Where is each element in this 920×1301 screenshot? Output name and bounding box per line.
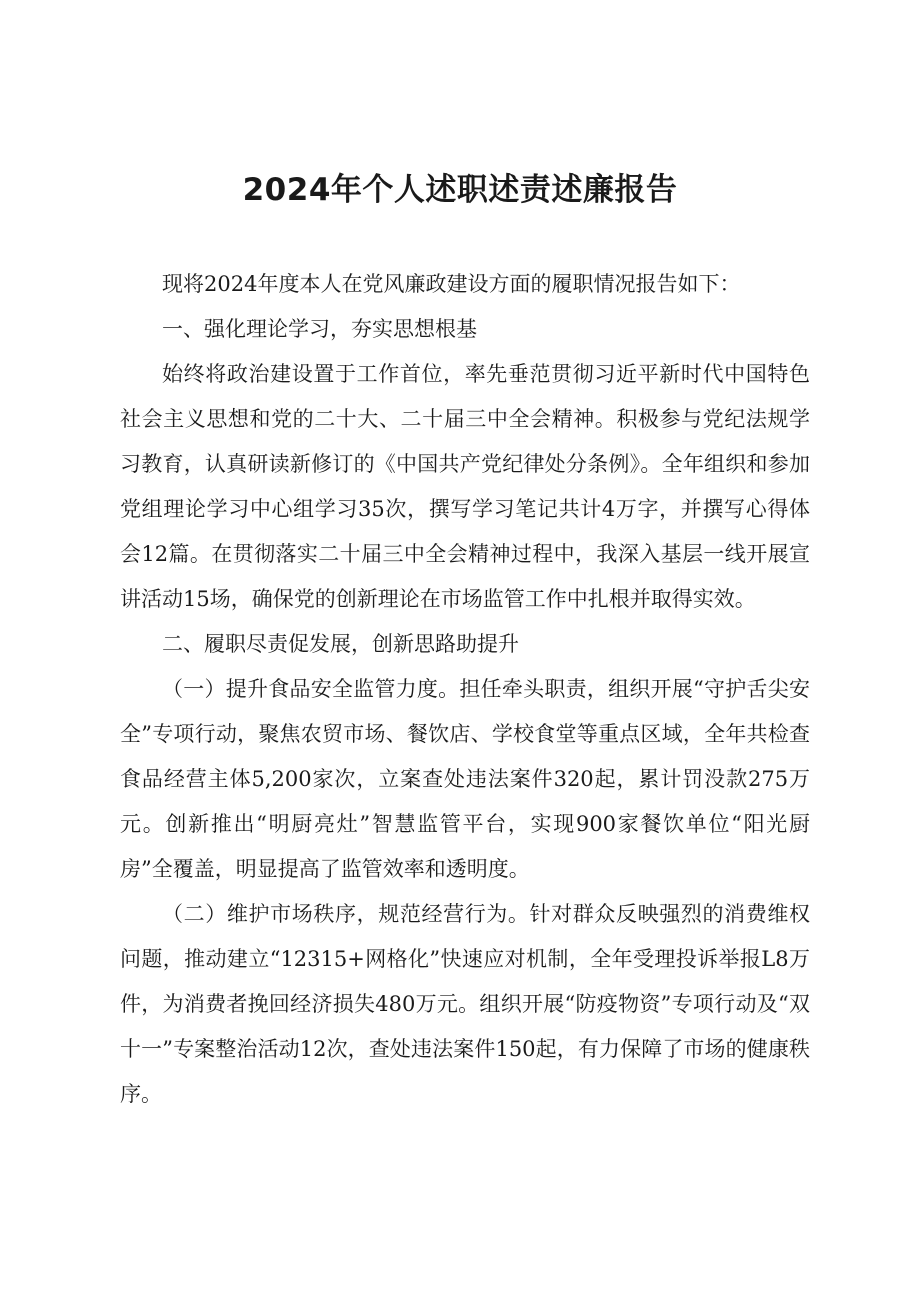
document-title: 2024年个人述职述责述廉报告 <box>242 172 678 208</box>
section-heading-1: 一、强化理论学习，夯实思想根基 <box>162 317 477 341</box>
section-heading-2: 二、履职尽责促发展，创新思路助提升 <box>162 632 519 656</box>
section-2-subsection-1-paragraph: （一）提升食品安全监管力度。担任牵头职责，组织开展“守护舌尖安全”专项行动，聚焦农贸市场、餐饮店、学校食堂等重点区域，全年共检查食品经营主体5,200家次，立案查处违法案件320起，累计罚没款275万元。创新推出“明厨亮灶”智慧监管平台，实现900家餐饮单位“阳光厨房”全覆盖，明显提高了监管效率和透明度。 <box>120 677 810 881</box>
document-body <box>120 262 810 1117</box>
section-1-paragraph: 始终将政治建设置于工作首位，率先垂范贯彻习近平新时代中国特色社会主义思想和党的二十大、二十届三中全会精神。积极参与党纪法规学习教育，认真研读新修订的《中国共产党纪律处分条例》。全年组织和参加党组理论学习中心组学习35次，撰写学习笔记共计4万字，并撰写心得体会12篇。在贯彻落实二十届三中全会精神过程中，我深入基层一线开展宣讲活动15场，确保党的创新理论在市场监管工作中扎根并取得实效。 <box>120 362 810 611</box>
section-2-subsection-2-paragraph: （二）维护市场秩序，规范经营行为。针对群众反映强烈的消费维权问题，推动建立“12315+网格化”快速应对机制，全年受理投诉举报L8万件，为消费者挽回经济损失480万元。组织开展“防疫物资”专项行动及“双十一”专案整治活动12次，查处违法案件150起，有力保障了市场的健康秩序。 <box>120 902 810 1106</box>
intro-paragraph: 现将2024年度本人在党风廉政建设方面的履职情况报告如下： <box>162 272 741 296</box>
